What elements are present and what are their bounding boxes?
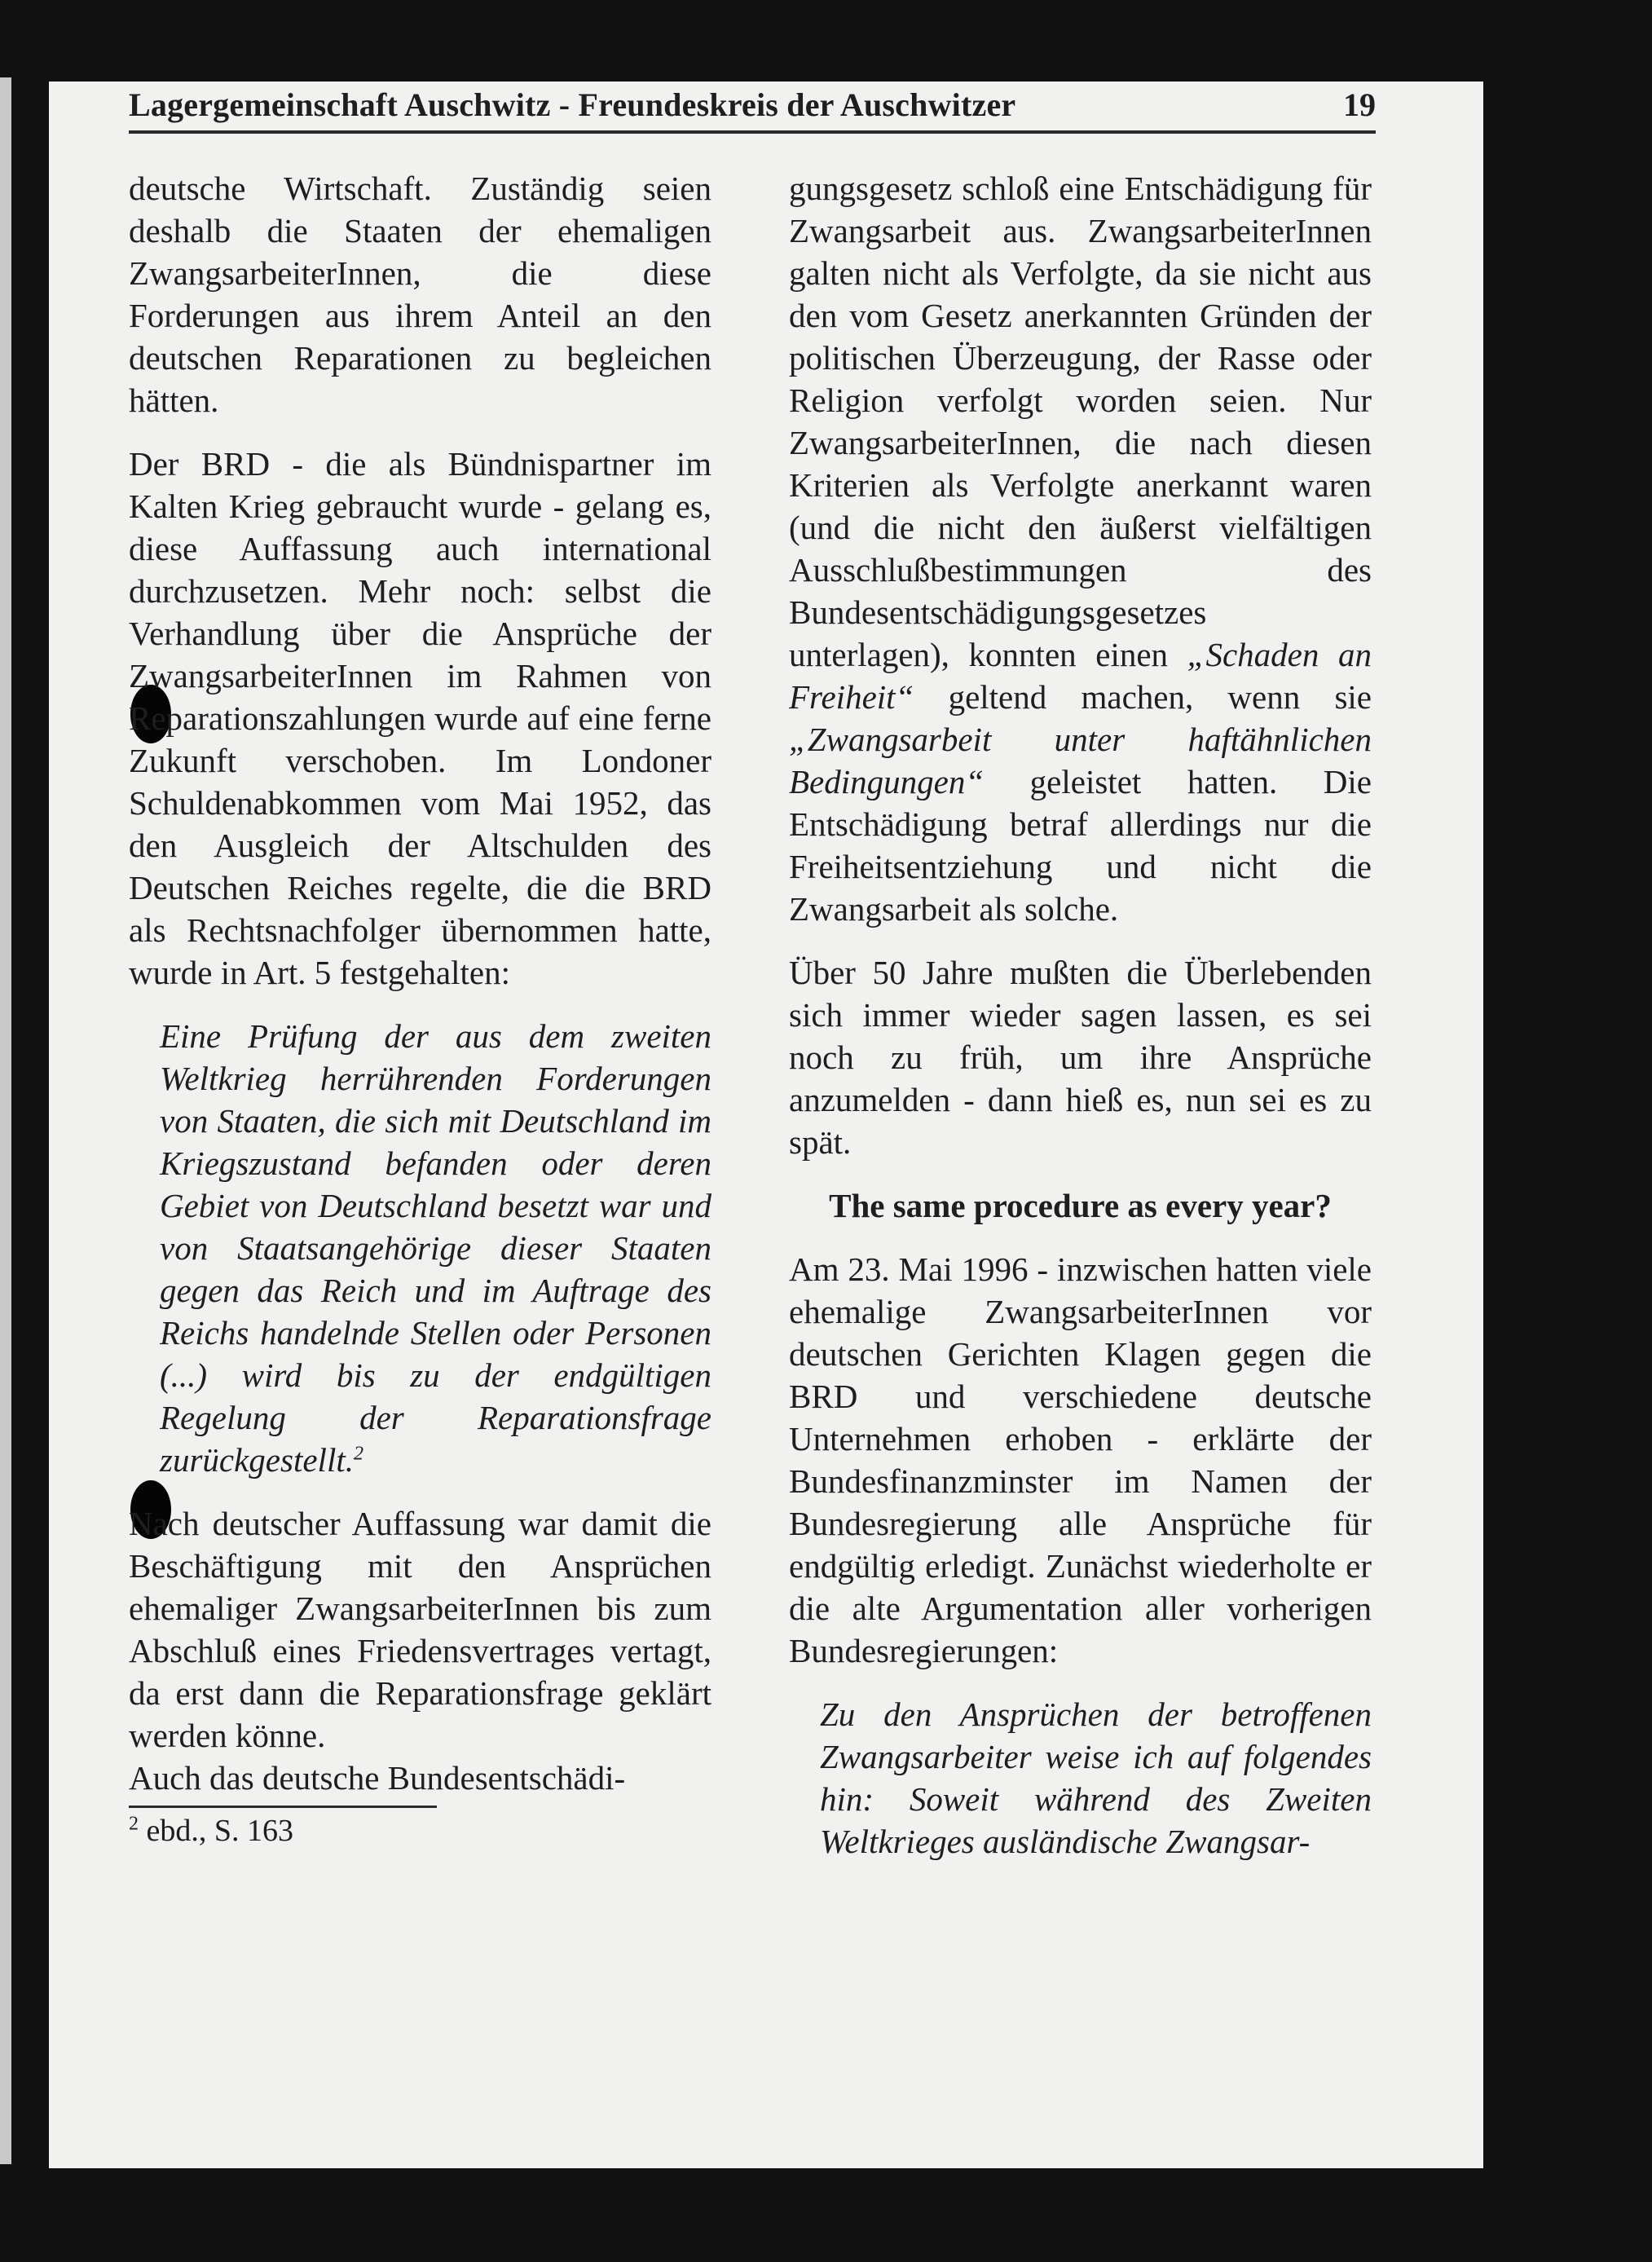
left-paragraph-1: deutsche Wirtschaft. Zuständig seien deshalb die Staaten der ehemaligen ZwangsarbeiterInnen, die diese Forderungen aus ihrem Anteil an den deutschen Reparationen zu begleichen hätten. xyxy=(129,170,711,419)
header-title: Lagergemeinschaft Auschwitz - Freundeskreis der Auschwitzer xyxy=(129,86,1016,123)
right-paragraph-1-part-c: geleistet hatten. Die Entschädigung betraf allerdings nur die Freiheitsentziehung und nicht die Zwangsarbeit als solche. xyxy=(789,763,1372,928)
footnote xyxy=(129,1811,711,1850)
running-header xyxy=(129,82,1376,134)
emphasis-schaden-an-freiheit: „Schaden an Freiheit“ xyxy=(789,636,1372,716)
right-paragraph-1-part-b: geltend machen, wenn sie xyxy=(914,678,1372,716)
left-paragraph-4: Auch das deutsche Bundesentschädi- xyxy=(129,1759,626,1797)
right-paragraph-2: Über 50 Jahre mußten die Überlebenden sich immer wieder sagen lassen, es sei noch zu früh, um ihre Ansprüche anzumelden - dann hieß es, nun sei es zu spät. xyxy=(789,954,1372,1161)
right-paragraph-3: Am 23. Mai 1996 - inzwischen hatten viele ehemalige ZwangsarbeiterInnen vor deutschen Gerichten Klagen gegen die BRD und verschiedene deutsche Unternehmen erhoben - erklärte der Bundesfinanzminster im Namen der Bundesregierung alle Ansprüche für endgültig erledigt. Zunächst wiederholte er die alte Argumentation aller vorherigen Bundesregierungen: xyxy=(789,1250,1372,1669)
block-quote-london-agreement xyxy=(160,1015,711,1481)
left-paragraph-2: Der BRD - die als Bündnispartner im Kalten Krieg gebraucht wurde - gelang es, diese Auffassung auch international durchzusetzen. Mehr noch: selbst die Verhandlung über die Ansprüche der ZwangsarbeiterInnen im Rahmen von Reparationszahlungen wurde auf eine ferne Zukunft verschoben. Im Londoner Schuldenabkommen vom Mai 1952, das den Ausgleich der Altschulden des Deutschen Reiches regelte, die die BRD als Rechtsnachfolger übernommen hatte, wurde in Art. 5 festgehalten: xyxy=(129,445,711,991)
page-number: 19 xyxy=(1343,86,1376,123)
footnote-divider xyxy=(129,1806,437,1808)
right-paragraph-1-part-a: gungsgesetz schloß eine Entschädigung für Zwangsarbeit aus. ZwangsarbeiterInnen galten nicht als Verfolgte, da sie nicht aus den vom Gesetz anerkannten Gründen der politischen Überzeugung, der Rasse oder Religion verfolgt worden seien. Nur ZwangsarbeiterInnen, die nach diesen Kriterien als Verfolgte anerkannt waren (und die nicht den äußerst vielfältigen Ausschlußbestimmungen des Bundesentschädigungsgesetzes unterlagen), konnten einen xyxy=(789,170,1372,673)
left-column xyxy=(129,167,711,1850)
footnote-number: 2 xyxy=(129,1813,139,1835)
adjacent-page-edge xyxy=(0,77,11,2164)
block-quote-finance-minister: Zu den Ansprüchen der betroffenen Zwangsarbeiter weise ich auf folgendes hin: Soweit während des Zweiten Weltkrieges ausländische Zwangsar- xyxy=(820,1695,1372,1860)
right-column xyxy=(789,167,1372,1884)
footnote-reference: 2 xyxy=(353,1443,363,1465)
emphasis-zwangsarbeit: „Zwangsarbeit unter haftähnlichen Bedingungen“ xyxy=(789,721,1372,800)
left-paragraph-3: Nach deutscher Auffassung war damit die Beschäftigung mit den Ansprüchen ehemaliger ZwangsarbeiterInnen bis zum Abschluß eines Friedensvertrages vertagt, da erst dann die Reparationsfrage geklärt werden könne. xyxy=(129,1505,711,1754)
footnote-text: ebd., S. 163 xyxy=(146,1814,293,1848)
quote-text: Eine Prüfung der aus dem zweiten Weltkrieg herrührenden Forderungen von Staaten, die sich mit Deutschland im Kriegszustand befanden oder deren Gebiet von Deutschland besetzt war und von Staatsangehörige dieser Staaten gegen das Reich und im Auftrage des Reichs handelnde Stellen oder Personen (...) wird bis zu der endgültigen Regelung der Reparationsfrage zurückgestellt. xyxy=(160,1017,711,1479)
section-heading: The same procedure as every year? xyxy=(829,1187,1332,1224)
right-paragraph-1 xyxy=(789,167,1372,930)
